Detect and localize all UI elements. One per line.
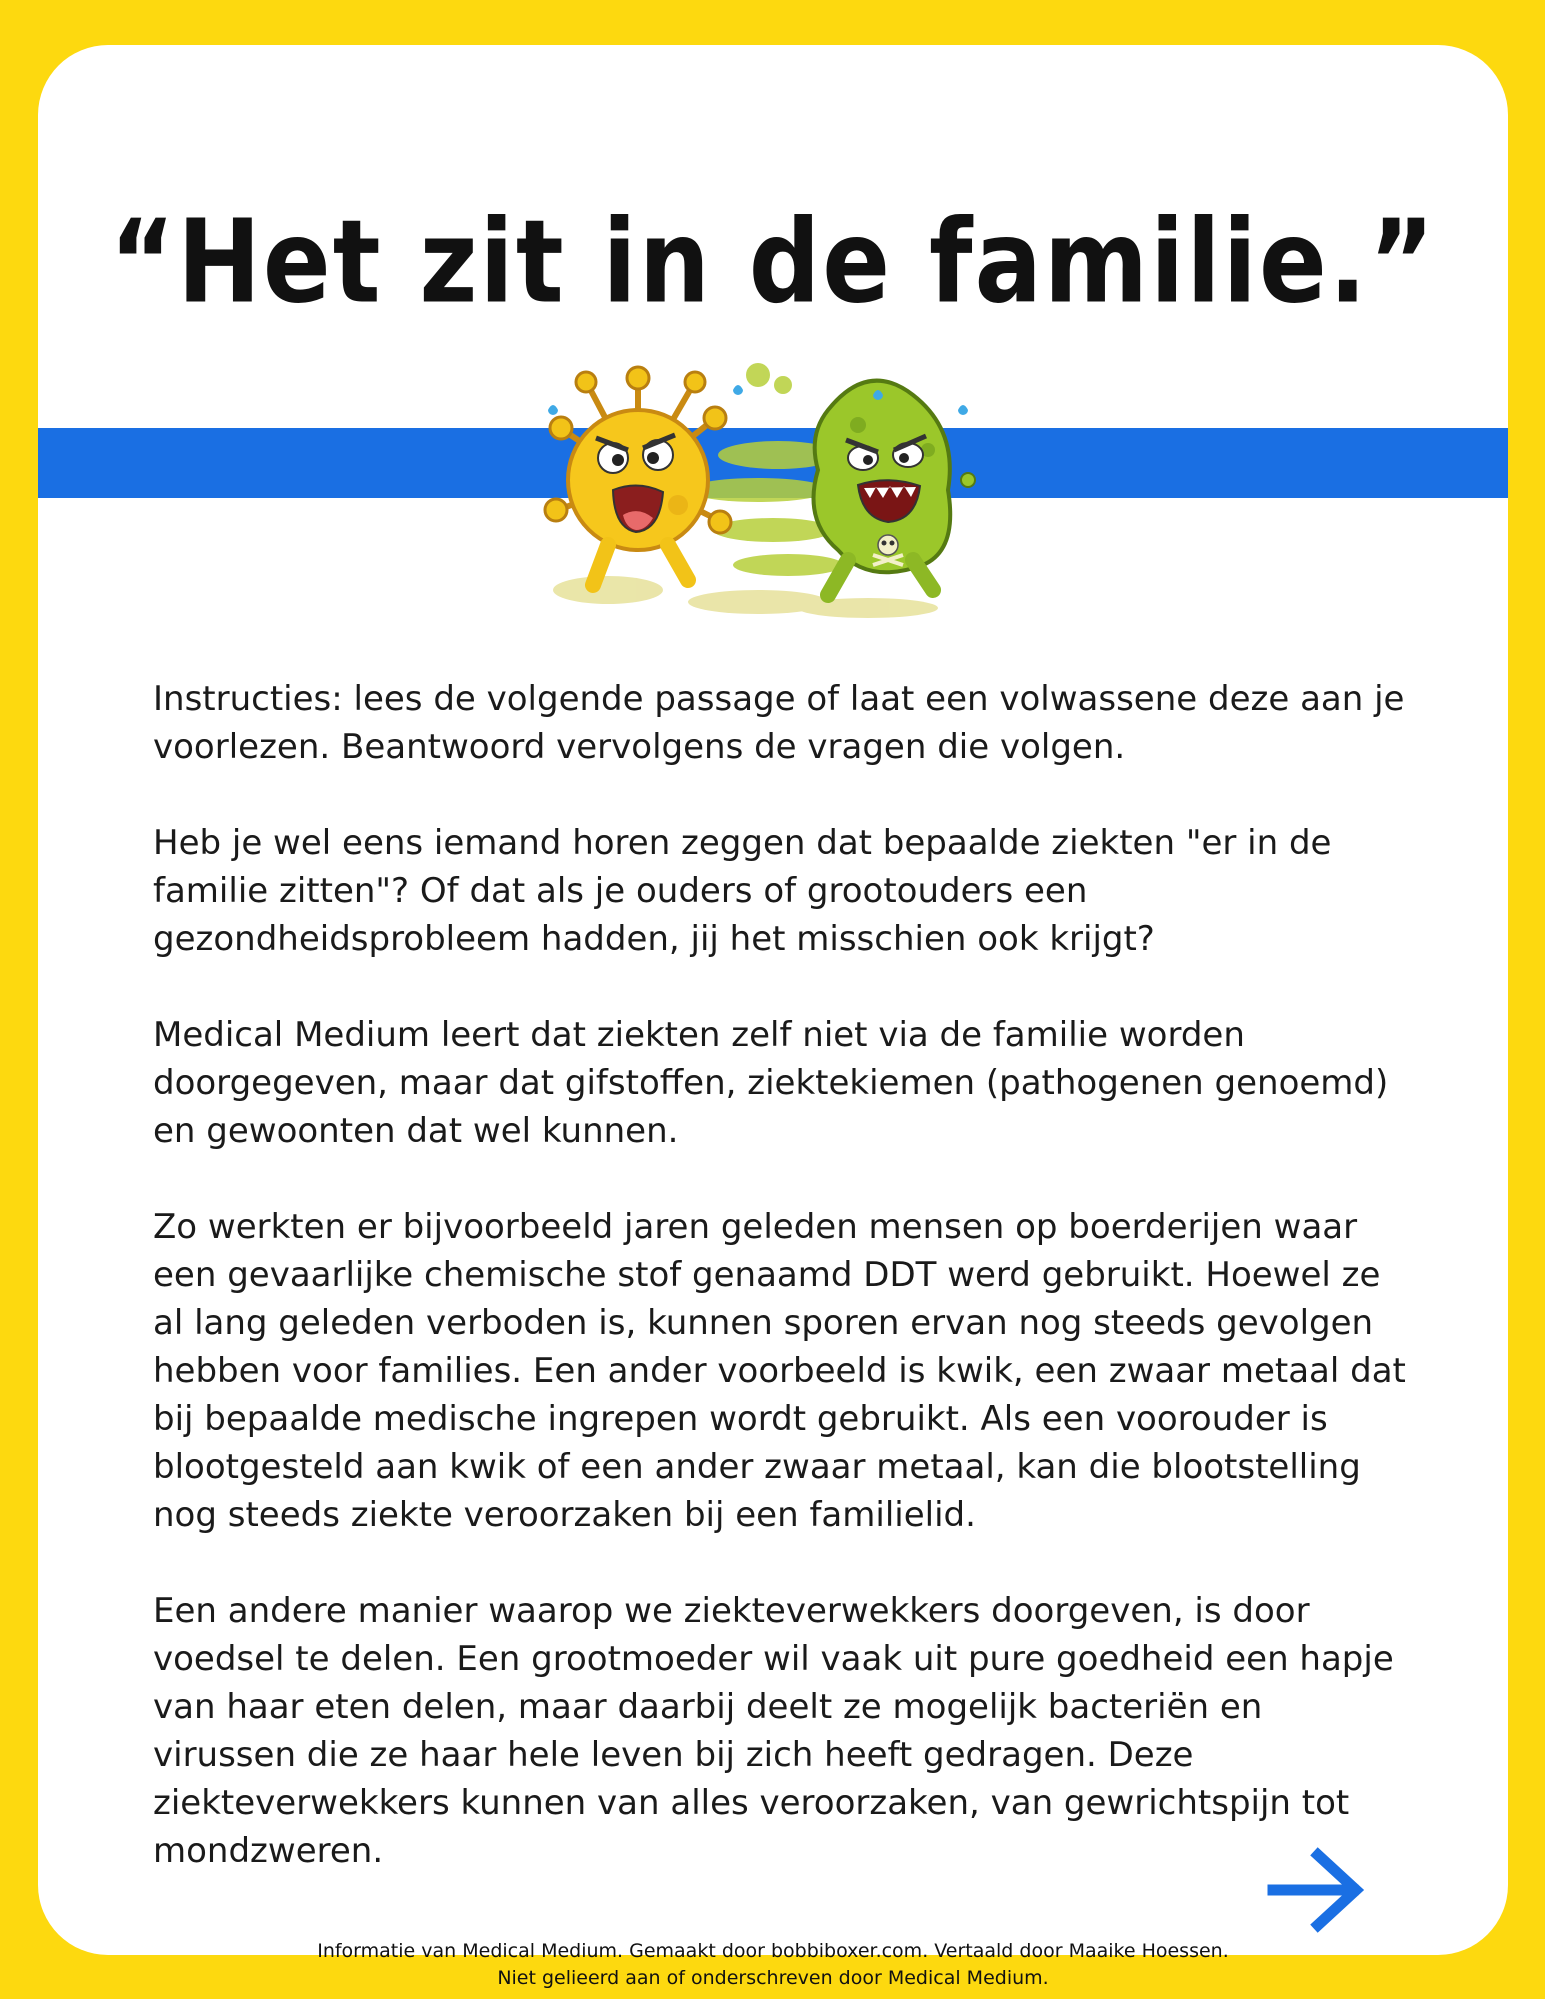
splash-shadow bbox=[553, 576, 938, 618]
passage-paragraph: Heb je wel eens iemand horen zeggen dat bepaalde ziekten "er in de familie zitten"? Of dat als je ouders of grootouders een gezondheidsprobleem hadden, jij het misschien ook krijgt? bbox=[153, 823, 1332, 959]
yellow-virus-icon bbox=[545, 367, 743, 585]
footer-credits: Informatie van Medical Medium. Gemaakt door bobbiboxer.com. Vertaald door Maaike Hoessen. bbox=[317, 1940, 1229, 1962]
passage bbox=[153, 675, 1413, 1923]
worksheet-page bbox=[38, 45, 1508, 1989]
footer bbox=[38, 1938, 1508, 1992]
arrow-right-icon[interactable] bbox=[1268, 1845, 1368, 1935]
page-title: “Het zit in de familie.” bbox=[109, 194, 1437, 330]
passage-paragraph: Een andere manier waarop we ziekteverwekkers doorgeven, is door voedsel te delen. Een grootmoeder wil vaak uit pure goedheid een hapje van haar eten delen, maar daarbij deelt ze mogelijk bacteriën en virussen die ze haar hele leven bij zich heeft gedragen. Deze ziekteverwekkers kunnen van alles veroorzaken, van gewrichtspijn tot mondzweren. bbox=[153, 1591, 1394, 1871]
passage-paragraph: Zo werkten er bijvoorbeeld jaren geleden mensen op boerderijen waar een gevaarlijke chemische stof genaamd DDT werd gebruikt. Hoewel ze al lang geleden verboden is, kunnen sporen ervan nog steeds gevolgen hebben voor families. Een ander voorbeeld is kwik, een zwaar metaal dat bij bepaalde medische ingrepen wordt gebruikt. Als een voorouder is blootgesteld aan kwik of een ander zwaar metaal, kan die blootstelling nog steeds ziekte veroorzaken bij een familielid. bbox=[153, 1207, 1406, 1535]
instructions-paragraph: Instructies: lees de volgende passage of laat een volwassene deze aan je voorlezen. Beantwoord vervolgens de vragen die volgen. bbox=[153, 679, 1405, 767]
germs-illustration bbox=[528, 340, 1048, 640]
footer-disclaimer: Niet gelieerd aan of onderschreven door Medical Medium. bbox=[497, 1967, 1049, 1989]
green-germ-icon bbox=[814, 381, 976, 595]
passage-paragraph: Medical Medium leert dat ziekten zelf niet via de familie worden doorgegeven, maar dat gifstoffen, ziektekiemen (pathogenen genoemd) en gewoonten dat wel kunnen. bbox=[153, 1015, 1389, 1151]
